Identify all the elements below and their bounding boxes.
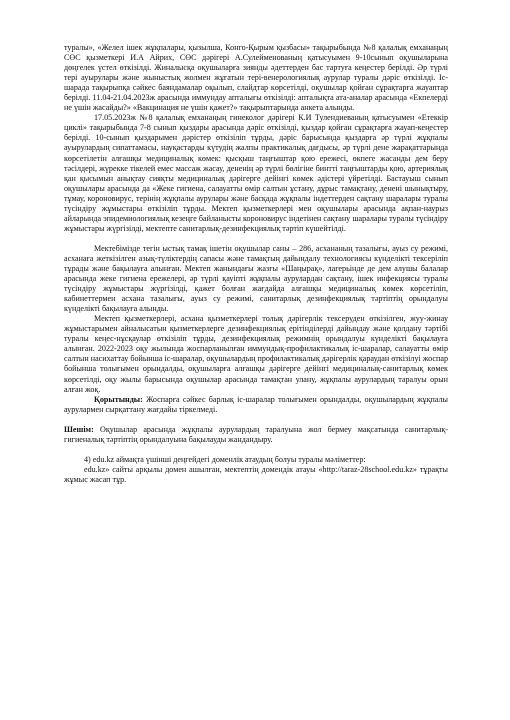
domain-note — [64, 455, 448, 485]
conclusion-text: Жоспарға сәйкес барлық іс-шаралар толығымен орындалды, оқушылардың жұқпалы аурулармен сырқаттану жағдайы тіркелмеді. — [64, 394, 448, 414]
paragraph-staff-checkups: Мектеп қызметкерлері, асхана қызметкерлері толық дәрігерлік тексеруден өткізілген, жуу-жинау жұмыстарымен айналысатын қызметкерлерге дезинфекциялық ерітінділерді дайындау және қолдану тәртібі туралы кеңес-нұсқаулар өткізіліп тұрды, дезинфекциялық режимнің орындалуы күнделікті бақылауға алынған. 2022-2023 оқу жылында жоспарланылған иммундық-профилактикалық іс-шаралар, салауатты өмір салтын насихаттау бойынша іс-шаралар, оқушылардың профилактикалық дәрігерлік қараудан өткізілуі жоспар бойынша толығымен орындалды, оқушыларға алғашқы дәрігерге дейінгі медициналық-санитарлық көмек көрсетілді, оқу жылы барысында оқушылар арасында тамақтан улану, жұқпалы аурулардың таралуы орын алған жоқ. — [64, 314, 448, 394]
domain-note-body: edu.kz» сайты арқылы домен ашылған, мектептің домендік атауы «http://taraz-28school.edu.kz» тұрақты жұмыс жасап тұр. — [64, 464, 448, 484]
domain-note-heading: 4) edu.kz аймақта үшінші деңгейдегі доменлік атаудың болуы туралы мәліметтер: — [84, 454, 366, 464]
paragraph-school-meals: Мектебімізде тегін ыстық тамақ ішетін оқушылар саны – 286, асхананың тазалығы, ауыз су режимі, асханаға жеткізілген азық-түліктердің сапасы және тамақтың дайындалу технологиясы күнделікті тексеріліп тұрады және бақылауға алынған. Мектеп жанындағы жазғы «Шаңырақ», лагерьінде де дем алушы балалар арасында жеке гигиена ережелері, әр түрлі қауіпті жұқпалы аурулардан сақтану, ішек инфекциясы туралы түсіндіру жұмыстары жүргізілді, қажет болған жағдайда алғашқы медициналық көмек көрсетіліп, кабинеттермен асхана тазалығы, ауыз су режимі, санитарлық дезинфекциялық тәртіптің орындалуы күнделікті бақылауға алынды. — [64, 243, 448, 314]
paragraph-round-table: туралы», «Желел ішек жұқпалары, қызылша, Конго-Қырым қызбасы» тақырыбында №8 қалалық емханаңың СӨС қызметкері И.А Айрих, СӨС дәрігері А.Сулейменованың қатысуымен 9-10сынып оқушыларына дөңгелек үстел өткізілді. Жиналысқа оқушыларға зиянды әдеттерден бас тартуға кеңестер берілді. Әр түрлі тері ауырулары және жыныстық жолмен жұғатын тері-венерологиялық аурулар туралы дәріс өткізілді. Іс-шарада тақырыпқа сәйкес баяндамалар оқылып, слайдтар көрсетілді, оқушылар қойған сұрақтарға жауаптар берілді. 11.04-21.04.2023ж арасында иммундау апталығы өткізілді: апталықта ата-аналар арасында «Екпелерді не үшін жасайды?» «Вакцинация не үшін қажет?» тақырыптарында анкета алынды. — [64, 43, 448, 113]
conclusion-label: Қорытынды: — [94, 394, 143, 404]
paragraph-gynecology-lecture: 17.05.2023ж №8 қалалық емханаңың гинеколог дәрігері К.И Тулендиеваның қатысуымен «Етеккір циклі» тақырыбында 7-8 сынып қыздары арасында дәріс өткізілді, қыздар қойған сұрақтарға жауап-кеңестер берілді. 10-сынып қыздарымен дәрістер өткізіліп тұрды, дәріс барысында қыздарға әр түрлі жұқпалы ауырулардың сипаттамасы, науқастарды күтудің жалпы практикалық дағдысы, әр түрлі дене жарақаттарында көрсетілетін алғашқы медициналық көмек: қысқыш таңғыштар қою ережесі, өкпеге жасанды дем беру тәсілдері, жүрекке тікелей емес массаж жасау, дененің әр түрлі бөлігіне бинтті таңғыштарды қою, артериялық қан қысымын анықтау сияқты медициналық дәрігерге дейінгі көмек әдістері үйретілді. Бастауыш сынып оқушылары арасында да «Жеке гигиена, салауатты өмір салтын ұстану, дұрыс тамақтану, денені шынықтыру, тұмау, короновирус, терінің жұқпалы аурулары және басқада жұқпалы індеттерден сақтану шаралары туралы түсіндіру жұмыстары өткізіліп тұрды. Мектеп қызметкерлері мен оқушылары арасында ақпан-наурыз айларында эпидемиологиялық кезеңге байланысты короновирус індетінен сақтану шаралары туралы түсіндіру жұмыстары жүргізілді, мектепте санитарлық-дезинфекциялық тәртіп күшейтілді. — [64, 113, 448, 233]
decision-text: Оқушылар арасында жұқпалы аурулардың таралуына жол бермеу мақсатында санитарлық-гигиеналық тәртіптің орындалуына бақылауды жандандыру. — [64, 424, 448, 444]
decision-label: Шешім: — [64, 424, 94, 434]
paragraph-conclusion — [64, 395, 448, 415]
paragraph-decision — [64, 425, 448, 445]
